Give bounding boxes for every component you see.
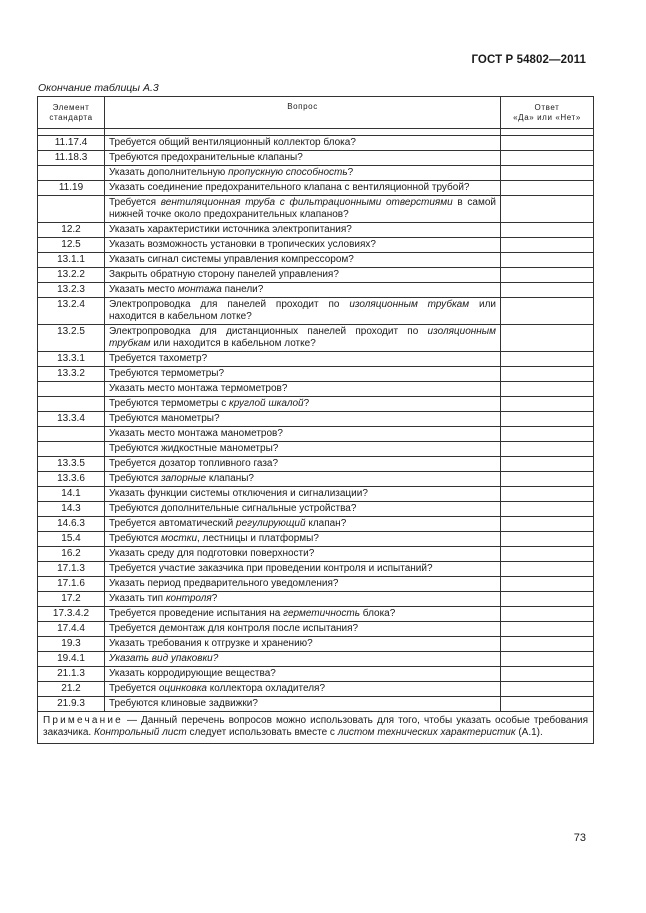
table-row	[38, 547, 594, 562]
note-text-segment: — Данный перечень вопросов можно использовать для того, чтобы указать особые требования заказчика.	[43, 715, 588, 738]
standard-element-cell: 14.1	[38, 487, 105, 502]
table-row	[38, 298, 594, 325]
question-text: Указать возможность установки в тропических условиях?	[109, 239, 376, 250]
standard-element-cell: 13.3.2	[38, 367, 105, 382]
question-cell	[105, 238, 501, 253]
question-text: Требуется	[109, 683, 159, 694]
question-text: Требуются термометры с	[109, 398, 230, 409]
question-text: ?	[211, 593, 218, 604]
standard-element-cell: 17.1.3	[38, 562, 105, 577]
table-row	[38, 196, 594, 223]
question-text: Указать корродирующие вещества?	[109, 668, 276, 679]
question-cell	[105, 196, 501, 223]
question-italic-text: запорные	[161, 473, 207, 484]
question-italic-text: монтажа	[177, 284, 222, 295]
standard-element-cell	[38, 427, 105, 442]
table-row	[38, 607, 594, 622]
question-cell	[105, 637, 501, 652]
standard-element-cell: 14.6.3	[38, 517, 105, 532]
question-cell	[105, 547, 501, 562]
table-row	[38, 502, 594, 517]
table-row	[38, 253, 594, 268]
question-cell	[105, 682, 501, 697]
header-question: Вопрос	[105, 97, 501, 129]
standard-element-cell	[38, 397, 105, 412]
answer-cell[interactable]	[501, 151, 594, 166]
answer-cell[interactable]	[501, 382, 594, 397]
answer-cell[interactable]	[501, 472, 594, 487]
question-cell	[105, 427, 501, 442]
standard-element-cell: 21.2	[38, 682, 105, 697]
question-text: Требуется	[109, 197, 161, 208]
table-row	[38, 238, 594, 253]
page-number: 73	[573, 832, 586, 844]
question-cell	[105, 517, 501, 532]
question-italic-text: мостки	[161, 533, 198, 544]
question-text: клапан?	[305, 518, 347, 529]
question-cell	[105, 298, 501, 325]
question-text: Требуются	[109, 473, 162, 484]
question-text: в самой нижней точке около предохранительных клапанов?	[109, 197, 497, 220]
table-row	[38, 268, 594, 283]
question-cell	[105, 283, 501, 298]
answer-cell[interactable]	[501, 622, 594, 637]
question-cell	[105, 442, 501, 457]
table-row	[38, 151, 594, 166]
table-body	[38, 136, 594, 712]
table-row	[38, 427, 594, 442]
question-cell	[105, 166, 501, 181]
header-answer-line1: Ответ	[534, 102, 560, 112]
table-row	[38, 562, 594, 577]
header-standard-line1: Элемент	[52, 102, 90, 112]
header-answer	[501, 97, 594, 129]
question-text: Указать сигнал системы управления компрессором?	[109, 254, 354, 265]
standard-element-cell: 13.2.5	[38, 325, 105, 352]
standard-element-cell: 19.3	[38, 637, 105, 652]
answer-cell[interactable]	[501, 562, 594, 577]
question-text: Требуются	[109, 533, 162, 544]
question-text: Указать соединение предохранительного клапана с вентиляционной трубой?	[109, 182, 470, 193]
answer-cell[interactable]	[501, 253, 594, 268]
question-text: Требуются дополнительные сигнальные устройства?	[109, 503, 357, 514]
standard-element-cell: 13.3.6	[38, 472, 105, 487]
question-text: Указать тип	[109, 593, 166, 604]
question-italic-text: вентиляционная труба с фильтрационными отверстиями	[160, 197, 453, 208]
question-text: Требуется проведение испытания на	[109, 608, 284, 619]
question-text: Электропроводка для панелей проходит по	[109, 299, 350, 310]
standard-element-cell: 17.1.6	[38, 577, 105, 592]
question-text: Указать дополнительную	[109, 167, 229, 178]
answer-cell[interactable]	[501, 136, 594, 151]
question-italic-text: оцинковка	[158, 683, 207, 694]
question-text: Требуется участие заказчика при проведении контроля и испытаний?	[109, 563, 433, 574]
table-row	[38, 577, 594, 592]
question-text: блока?	[360, 608, 396, 619]
header-answer-line2: «Да» или «Нет»	[513, 112, 581, 122]
question-cell	[105, 223, 501, 238]
table-row	[38, 412, 594, 427]
standard-element-cell: 13.2.2	[38, 268, 105, 283]
table-row	[38, 532, 594, 547]
standard-element-cell	[38, 382, 105, 397]
question-text: Закрыть обратную сторону панелей управления?	[109, 269, 339, 280]
table-caption: Окончание таблицы А.3	[38, 82, 159, 94]
standard-element-cell: 17.4.4	[38, 622, 105, 637]
question-italic-text: круглой шкалой	[229, 398, 304, 409]
table-row	[38, 367, 594, 382]
question-cell	[105, 622, 501, 637]
answer-cell[interactable]	[501, 427, 594, 442]
answer-cell[interactable]	[501, 457, 594, 472]
table-row	[38, 622, 594, 637]
question-cell	[105, 667, 501, 682]
question-cell	[105, 352, 501, 367]
question-text: коллектора охладителя?	[206, 683, 326, 694]
question-text: Указать место монтажа манометров?	[109, 428, 283, 439]
table-row	[38, 442, 594, 457]
question-italic-text: изоляционным трубкам	[349, 299, 470, 310]
question-cell	[105, 253, 501, 268]
question-cell	[105, 367, 501, 382]
standard-element-cell: 12.5	[38, 238, 105, 253]
question-text: клапаны?	[206, 473, 254, 484]
standard-element-cell: 11.17.4	[38, 136, 105, 151]
question-text: Указать место монтажа термометров?	[109, 383, 288, 394]
question-text: Указать функции системы отключения и сигнализации?	[109, 488, 368, 499]
standard-element-cell: 11.18.3	[38, 151, 105, 166]
question-text: Указать период предварительного уведомления?	[109, 578, 339, 589]
answer-cell[interactable]	[501, 502, 594, 517]
question-cell	[105, 487, 501, 502]
answer-cell[interactable]	[501, 412, 594, 427]
table-row	[38, 136, 594, 151]
standard-element-cell: 13.2.3	[38, 283, 105, 298]
note-text-segment: (А.1).	[515, 727, 543, 738]
answer-cell[interactable]	[501, 325, 594, 352]
question-cell	[105, 181, 501, 196]
standard-element-cell: 14.3	[38, 502, 105, 517]
question-cell	[105, 397, 501, 412]
question-text: , лестницы и платформы?	[197, 533, 319, 544]
table-row	[38, 517, 594, 532]
question-cell	[105, 382, 501, 397]
question-cell	[105, 697, 501, 712]
answer-cell[interactable]	[501, 487, 594, 502]
table-row	[38, 592, 594, 607]
question-cell	[105, 577, 501, 592]
standard-element-cell	[38, 166, 105, 181]
answer-cell[interactable]	[501, 652, 594, 667]
standard-element-cell: 19.4.1	[38, 652, 105, 667]
standard-element-cell: 17.2	[38, 592, 105, 607]
note-text-segment: следует использовать вместе с	[186, 727, 338, 738]
question-cell	[105, 472, 501, 487]
standard-element-cell: 13.1.1	[38, 253, 105, 268]
standard-element-cell: 13.3.5	[38, 457, 105, 472]
answer-cell[interactable]	[501, 637, 594, 652]
table-row	[38, 352, 594, 367]
question-cell	[105, 562, 501, 577]
question-text: Требуются жидкостные манометры?	[109, 443, 279, 454]
question-text: Требуется общий вентиляционный коллектор блока?	[109, 137, 356, 148]
document-standard-header: ГОСТ Р 54802—2011	[471, 54, 586, 66]
question-italic-text: герметичность	[283, 608, 361, 619]
question-cell	[105, 592, 501, 607]
question-cell	[105, 136, 501, 151]
standard-element-cell: 11.19	[38, 181, 105, 196]
question-cell	[105, 652, 501, 667]
question-cell	[105, 457, 501, 472]
questions-table	[37, 96, 594, 744]
standard-element-cell	[38, 442, 105, 457]
answer-cell[interactable]	[501, 352, 594, 367]
note-italic-segment: Контрольный лист	[93, 727, 187, 738]
question-text: панели?	[221, 284, 264, 295]
standard-element-cell: 12.2	[38, 223, 105, 238]
question-text: Требуется автоматический	[109, 518, 237, 529]
question-text: Требуется демонтаж для контроля после испытания?	[109, 623, 359, 634]
answer-cell[interactable]	[501, 283, 594, 298]
table-row	[38, 457, 594, 472]
question-text: Требуется тахометр?	[109, 353, 208, 364]
table-row	[38, 283, 594, 298]
question-italic-text: контроля	[165, 593, 212, 604]
standard-element-cell: 15.4	[38, 532, 105, 547]
note-italic-segment: листом технических характеристик	[337, 727, 516, 738]
table-row	[38, 652, 594, 667]
standard-element-cell: 16.2	[38, 547, 105, 562]
question-cell	[105, 268, 501, 283]
answer-cell[interactable]	[501, 166, 594, 181]
answer-cell[interactable]	[501, 577, 594, 592]
table-row	[38, 181, 594, 196]
question-text: Указать характеристики источника электропитания?	[109, 224, 352, 235]
question-text: Указать место	[109, 284, 178, 295]
answer-cell[interactable]	[501, 238, 594, 253]
table-row	[38, 667, 594, 682]
table-row	[38, 166, 594, 181]
question-italic-text: Указать вид упаковки?	[109, 653, 219, 664]
answer-cell[interactable]	[501, 181, 594, 196]
answer-cell[interactable]	[501, 223, 594, 238]
question-italic-text: изоляционным трубкам	[109, 326, 496, 349]
question-cell	[105, 325, 501, 352]
standard-element-cell	[38, 196, 105, 223]
answer-cell[interactable]	[501, 697, 594, 712]
question-cell	[105, 151, 501, 166]
question-cell	[105, 412, 501, 427]
header-standard-line2: стандарта	[49, 112, 93, 122]
standard-element-cell: 13.3.1	[38, 352, 105, 367]
question-text: Требуются термометры?	[109, 368, 225, 379]
answer-cell[interactable]	[501, 268, 594, 283]
table-row	[38, 397, 594, 412]
question-text: Требуются клиновые задвижки?	[109, 698, 258, 709]
question-text: Требуется дозатор топливного газа?	[109, 458, 279, 469]
table-row	[38, 637, 594, 652]
table-row	[38, 325, 594, 352]
standard-element-cell: 17.3.4.2	[38, 607, 105, 622]
question-text: ?	[303, 398, 310, 409]
question-text: Требуются манометры?	[109, 413, 220, 424]
note-row	[38, 712, 594, 744]
question-text: или находится в кабельном лотке?	[150, 338, 316, 349]
question-text: или находится в кабельном лотке?	[109, 299, 496, 322]
question-text: Требуются предохранительные клапаны?	[109, 152, 303, 163]
question-text: Указать требования к отгрузке и хранению?	[109, 638, 313, 649]
table-row	[38, 223, 594, 238]
answer-cell[interactable]	[501, 517, 594, 532]
header-standard-element	[38, 97, 105, 129]
standard-element-cell: 13.3.4	[38, 412, 105, 427]
table-row	[38, 697, 594, 712]
standard-element-cell: 21.1.3	[38, 667, 105, 682]
answer-cell[interactable]	[501, 397, 594, 412]
answer-cell[interactable]	[501, 667, 594, 682]
answer-cell[interactable]	[501, 298, 594, 325]
table-row	[38, 472, 594, 487]
question-cell	[105, 607, 501, 622]
question-italic-text: регулирующий	[236, 518, 306, 529]
table-header-row	[38, 97, 594, 129]
question-text: Указать среду для подготовки поверхности?	[109, 548, 315, 559]
table-row	[38, 487, 594, 502]
answer-cell[interactable]	[501, 442, 594, 457]
answer-cell[interactable]	[501, 367, 594, 382]
header-spacer-row	[38, 129, 594, 136]
answer-cell[interactable]	[501, 607, 594, 622]
table-row	[38, 682, 594, 697]
question-text: ?	[347, 167, 354, 178]
standard-element-cell: 21.9.3	[38, 697, 105, 712]
table-row	[38, 382, 594, 397]
question-cell	[105, 502, 501, 517]
answer-cell[interactable]	[501, 682, 594, 697]
standard-element-cell: 13.2.4	[38, 298, 105, 325]
question-italic-text: пропускную способность	[228, 167, 348, 178]
note-label: Примечание	[43, 715, 123, 726]
question-cell	[105, 532, 501, 547]
answer-cell[interactable]	[501, 547, 594, 562]
answer-cell[interactable]	[501, 532, 594, 547]
note-text	[38, 712, 594, 744]
question-text: Электропроводка для дистанционных панелей проходит по	[109, 326, 428, 337]
answer-cell[interactable]	[501, 592, 594, 607]
answer-cell[interactable]	[501, 196, 594, 223]
